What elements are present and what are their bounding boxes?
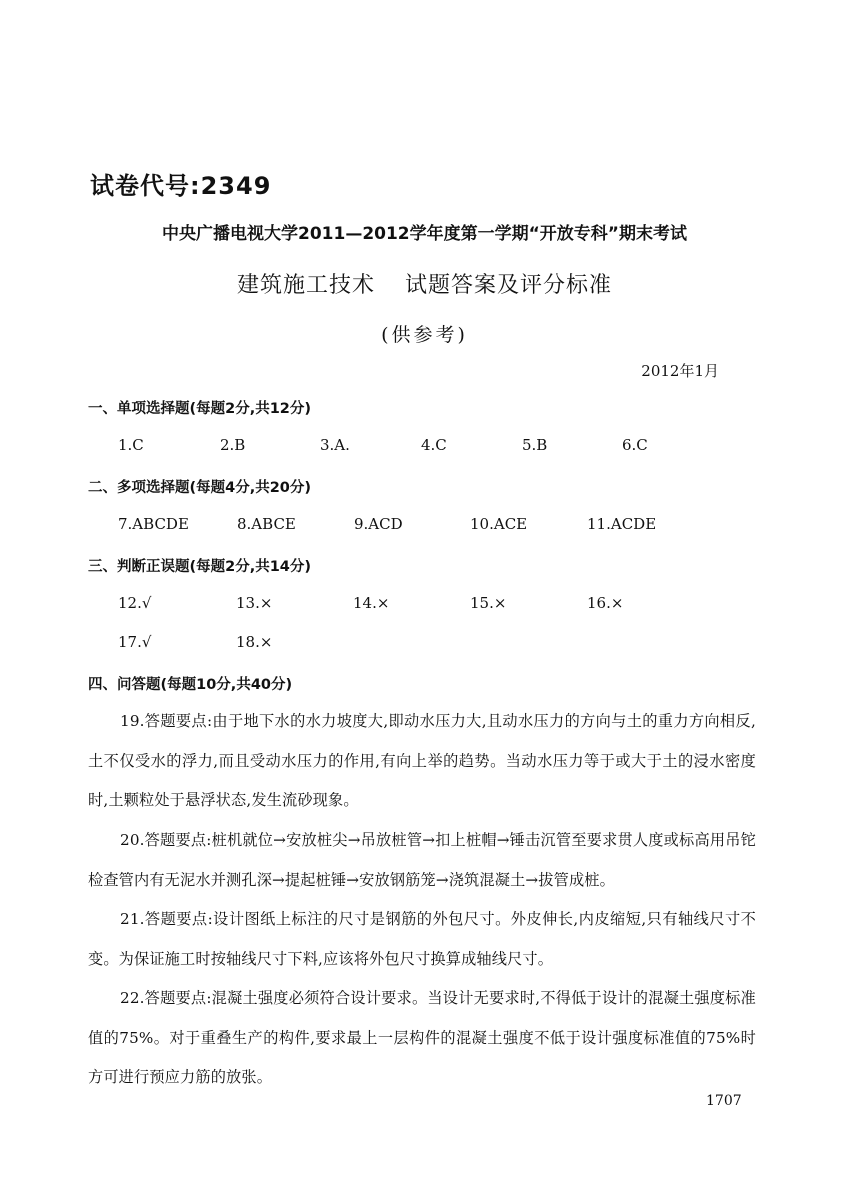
answer-item: 8.ABCE: [237, 515, 296, 533]
subject-name: 建筑施工技术: [236, 273, 375, 298]
section-heading-short-answer: 四、问答题(每题10分,共40分): [88, 677, 293, 693]
answer-item: 14.×: [353, 594, 390, 612]
answer-paragraph-19: 19.答题要点:由于地下水的水力坡度大,即动水压力大,且动水压力的方向与土的重力方向相反,土不仅受水的浮力,而且受动水压力的作用,有向上举的趋势。当动水压力等于或大于土的浸水密度时,土颗粒处于悬浮状态,发生流砂现象。: [88, 712, 756, 810]
answer-item: 15.×: [470, 594, 507, 612]
answer-item: 16.×: [587, 594, 624, 612]
answer-item: 3.A.: [320, 436, 350, 454]
page-number: 1707: [706, 1093, 742, 1109]
answer-item: 6.C: [622, 436, 648, 454]
subject-title: [0, 268, 849, 299]
document-type: 试题答案及评分标准: [405, 273, 613, 298]
answer-item: 4.C: [421, 436, 447, 454]
answer-item: 13.×: [236, 594, 273, 612]
answer-item: 1.C: [118, 436, 144, 454]
answer-item: 12.√: [118, 594, 152, 612]
exam-date: 2012年1月: [641, 362, 719, 380]
section-heading-multiple-choice: 二、多项选择题(每题4分,共20分): [88, 480, 312, 496]
answer-item: 11.ACDE: [587, 515, 657, 533]
answer-item: 10.ACE: [470, 515, 528, 533]
answer-item: 9.ACD: [354, 515, 403, 533]
answer-item: 18.×: [236, 633, 273, 651]
answer-paragraph-22: 22.答题要点:混凝土强度必须符合设计要求。当设计无要求时,不得低于设计的混凝土强度标准值的75%。对于重叠生产的构件,要求最上一层构件的混凝土强度不低于设计强度标准值的75%时方可进行预应力筋的放张。: [88, 989, 756, 1087]
answer-paragraph-20: 20.答题要点:桩机就位→安放桩尖→吊放桩管→扣上桩帽→锤击沉管至要求贯人度或标高用吊铊检查管内有无泥水并测孔深→提起桩锤→安放钢筋笼→浇筑混凝土→拔管成桩。: [88, 831, 756, 889]
answer-item: 17.√: [118, 633, 152, 651]
answer-item: 7.ABCDE: [118, 515, 189, 533]
answer-paragraph-21: 21.答题要点:设计图纸上标注的尺寸是钢筋的外包尺寸。外皮伸长,内皮缩短,只有轴线尺寸不变。为保证施工时按轴线尺寸下料,应该将外包尺寸换算成轴线尺寸。: [88, 910, 756, 968]
answer-item: 2.B: [220, 436, 246, 454]
answer-item: 5.B: [522, 436, 548, 454]
exam-title: 中央广播电视大学2011—2012学年度第一学期“开放专科”期末考试: [162, 224, 687, 244]
reference-note: (供参考): [381, 324, 468, 346]
section-heading-single-choice: 一、单项选择题(每题2分,共12分): [88, 401, 312, 417]
paper-code: 试卷代号:2349: [90, 172, 272, 200]
section-heading-true-false: 三、判断正误题(每题2分,共14分): [88, 559, 312, 575]
